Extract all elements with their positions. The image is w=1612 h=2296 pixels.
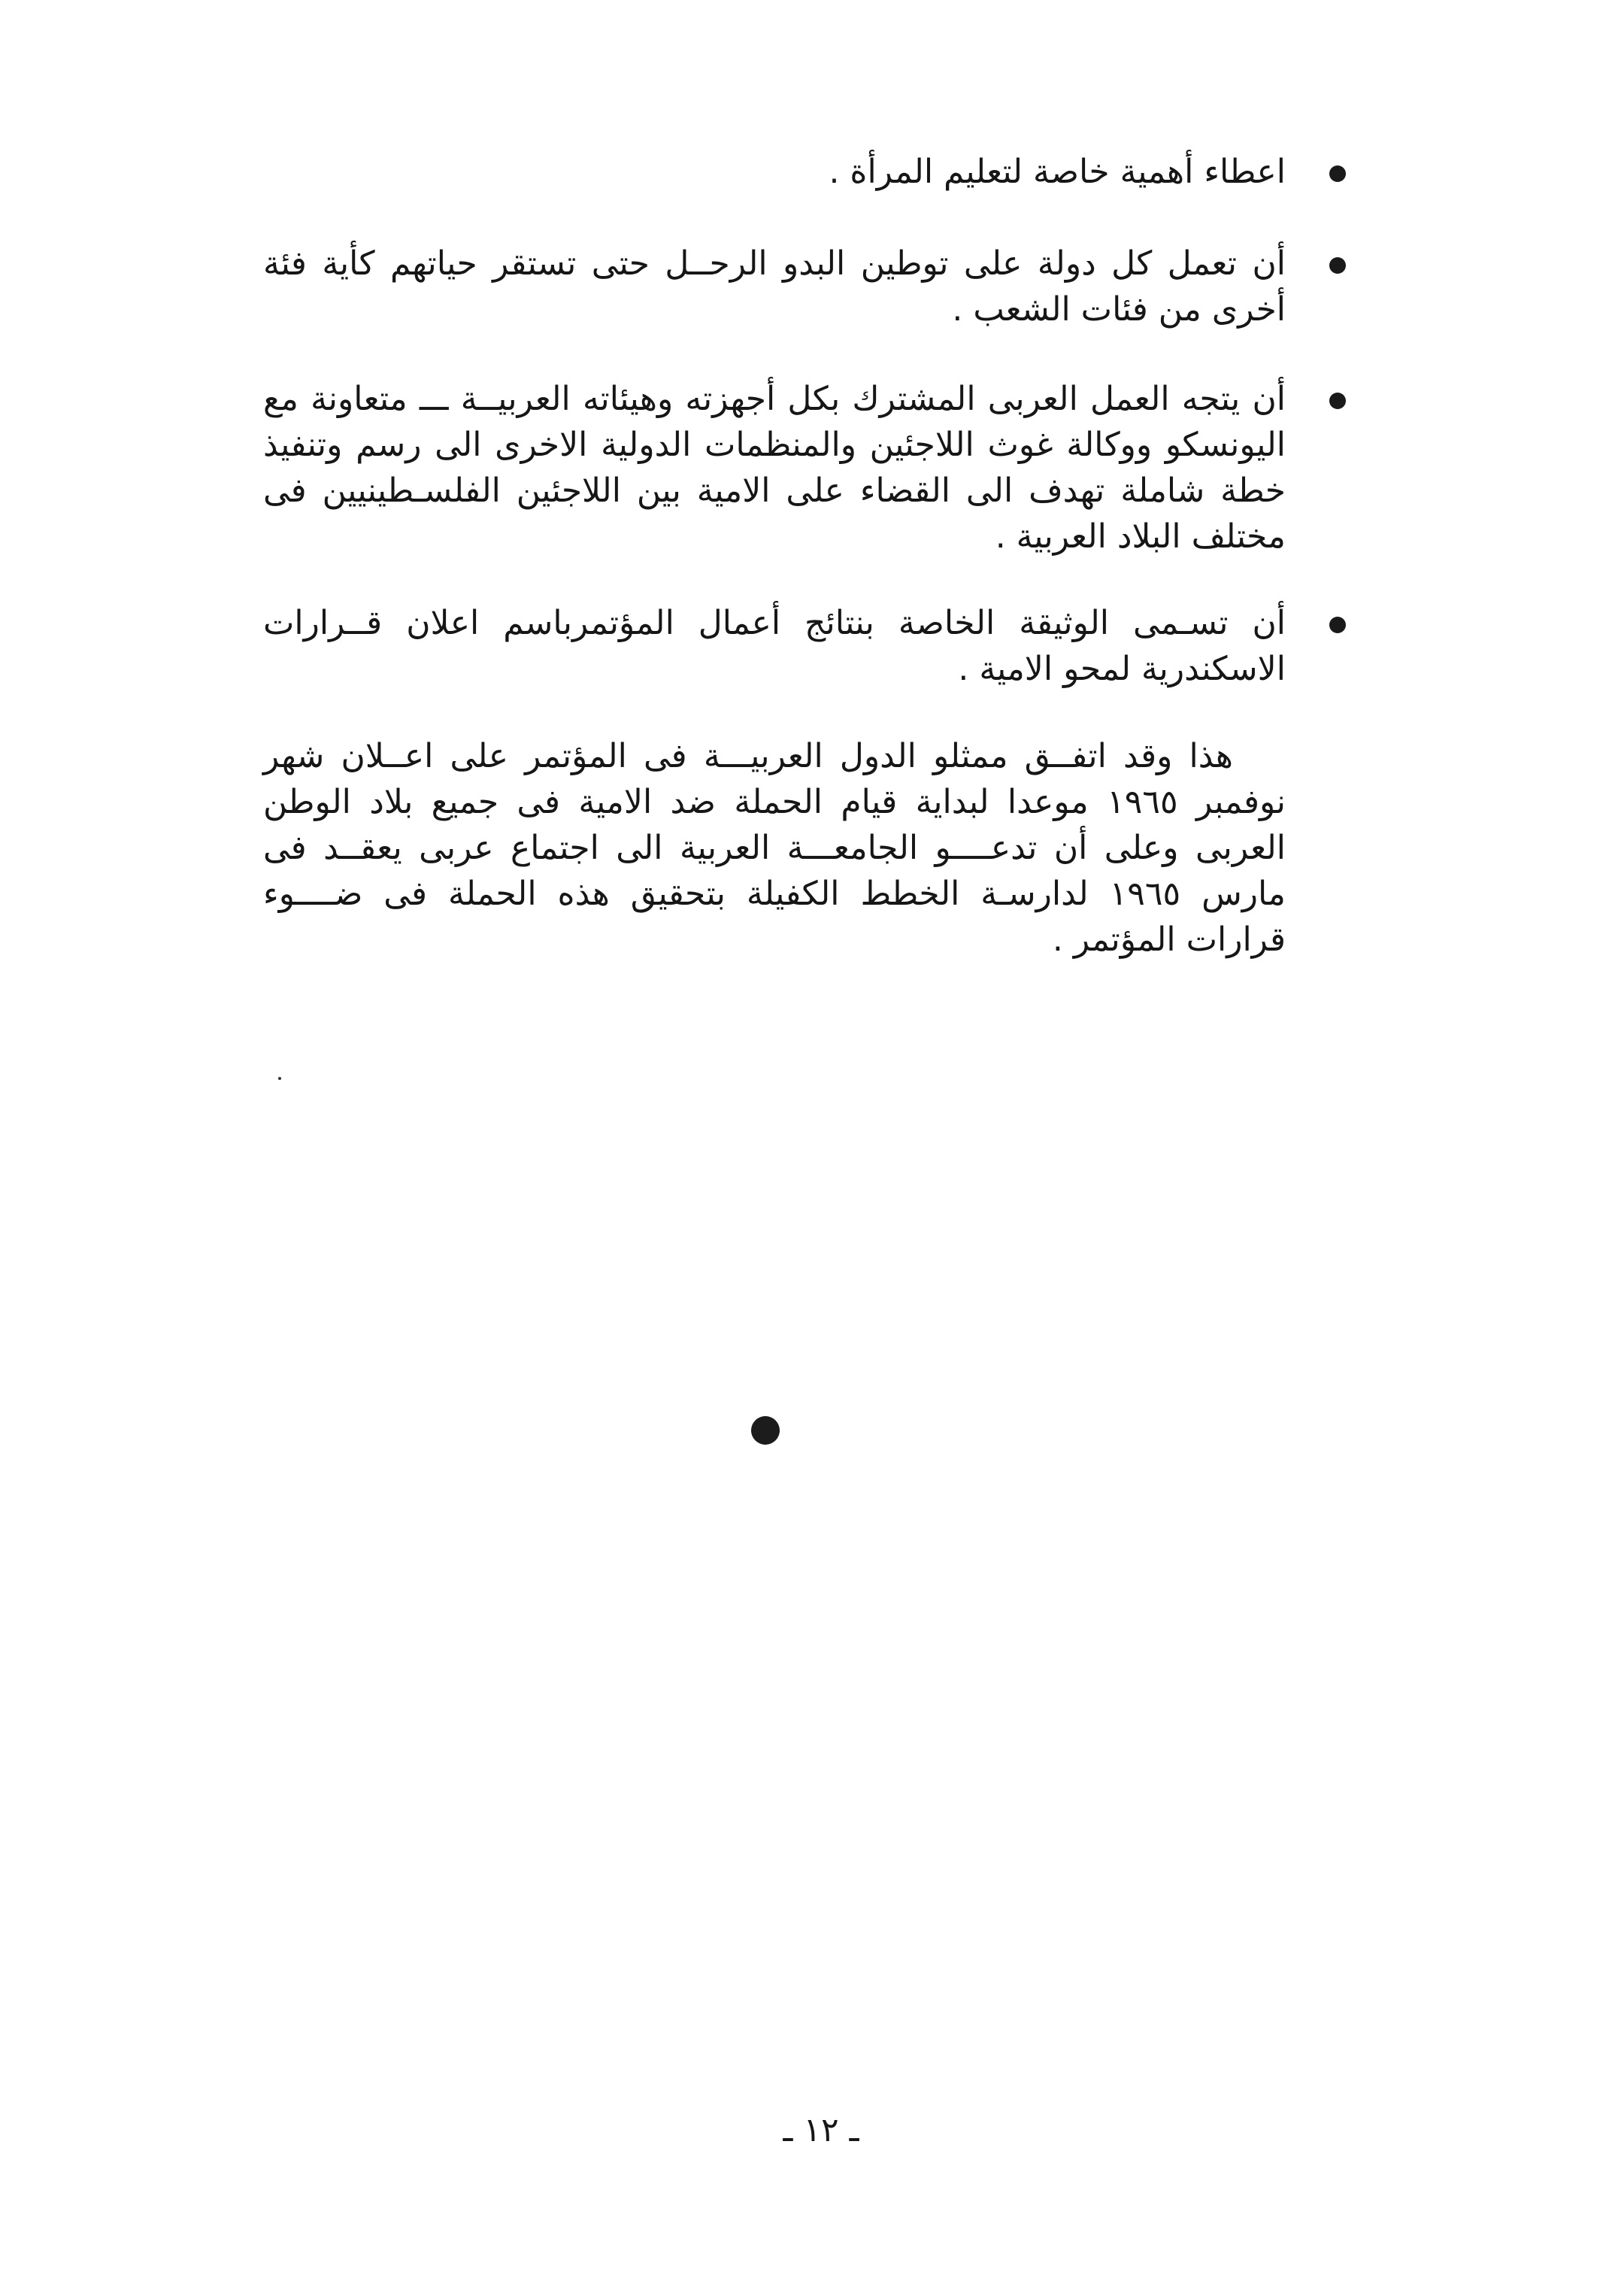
bullet-item bbox=[263, 376, 1286, 560]
bullet-text: أن تعمل كل دولة على توطين البدو الرحــل حتى تستقر حياتهم كأية فئة أخرى من فئات الشعب . bbox=[263, 244, 1286, 329]
bullet-item bbox=[263, 149, 1286, 195]
bullet-item bbox=[263, 600, 1286, 692]
bullet-dot-icon bbox=[1329, 617, 1346, 633]
bullet-text: أن تسـمى الوثيقة الخاصة بنتائج أعمال المؤتمرباسم اعلان قــرارات الاسكندرية لمحو الامية . bbox=[263, 604, 1286, 688]
bullet-text: أن يتجه العمل العربى المشترك بكل أجهزته وهيئاته العربيــة ـــ متعاونة مع اليونسكو ووكالة غوث اللاجئين والمنظمات الدولية الاخرى الى رسم وتنفيذ خطة شاملة تهدف الى القضاء على الامية بين اللاجئين الفلسـطينيين فى مختلف البلاد العربية . bbox=[263, 380, 1286, 556]
bullet-dot-icon bbox=[1329, 165, 1346, 182]
bullet-text: اعطاء أهمية خاصة لتعليم المرأة . bbox=[829, 153, 1286, 191]
bullet-dot-icon bbox=[1329, 257, 1346, 274]
section-end-dot-icon bbox=[751, 1416, 780, 1445]
body-paragraph: هذا وقد اتفــق ممثلو الدول العربيـــة فى المؤتمر على اعــلان شهر نوفمبر ١٩٦٥ موعدا لبداية قيام الحملة ضد الامية فى جميع بلاد الوطن العربى وعلى أن تدعــــو الجامعـــة العربية الى اجتماع عربى يعقــد فى مارس ١٩٦٥ لدارسـة الخطط الكفيلة بتحقيق هذه الحملة فى ضــــوء قرارات المؤتمر . bbox=[263, 737, 1286, 959]
bullet-item bbox=[263, 241, 1286, 332]
bullet-dot-icon bbox=[1329, 393, 1346, 409]
scan-speck bbox=[278, 1077, 281, 1080]
page-number: ـ ١٢ ـ bbox=[783, 2111, 859, 2149]
